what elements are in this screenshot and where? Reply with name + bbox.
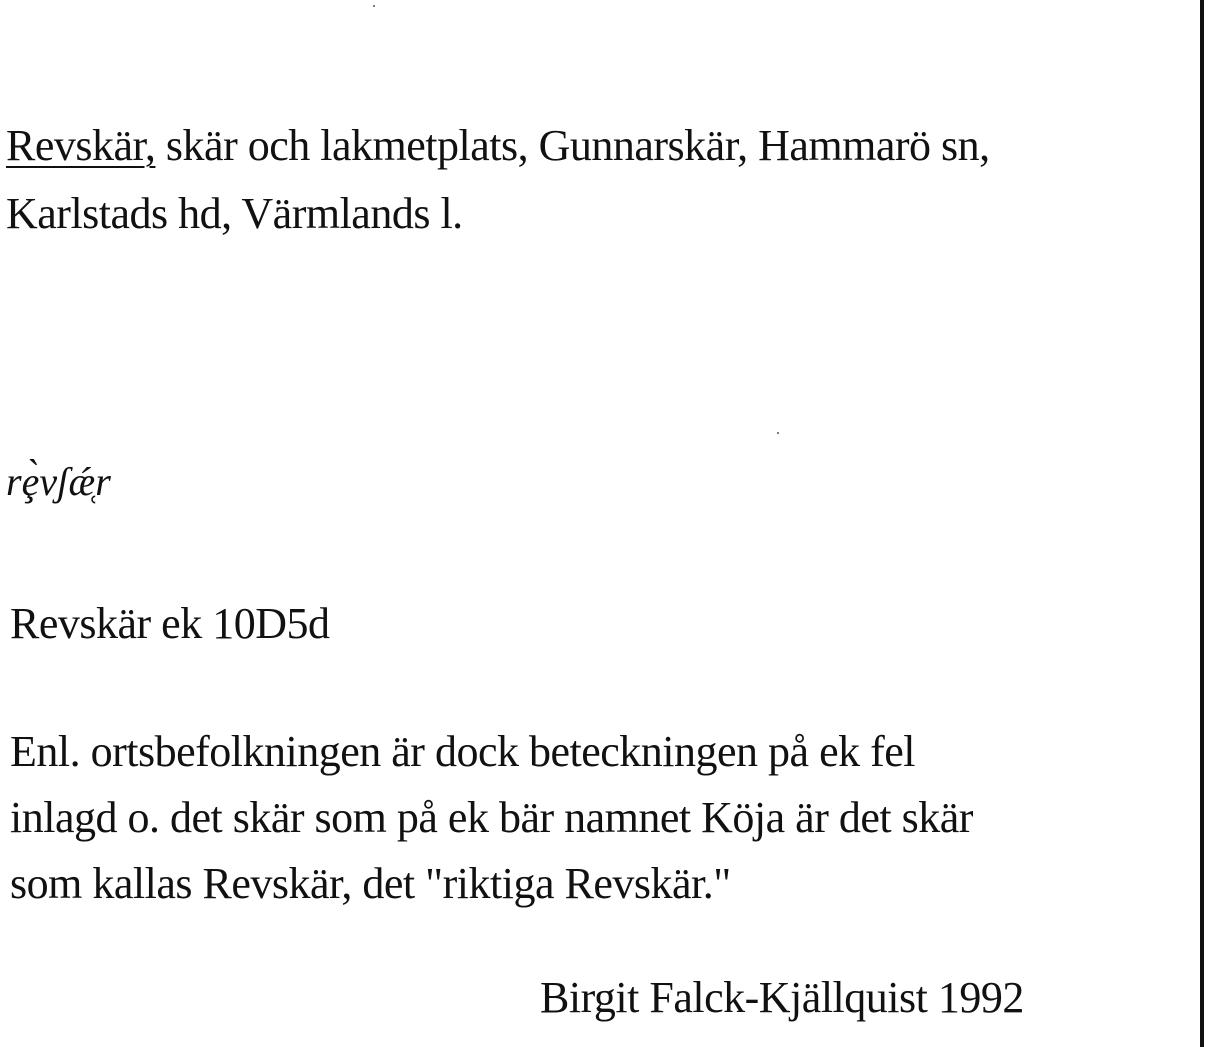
scan-speck	[373, 5, 375, 7]
note-line-3: som kallas Revskär, det "riktiga Revskär."	[10, 859, 731, 908]
map-reference: Revskär ek 10D5d	[10, 599, 330, 648]
scan-speck	[777, 432, 779, 434]
entry-description: skär och lakmetplats, Gunnarskär, Hammarö sn,	[155, 121, 990, 170]
headword: Revskär,	[6, 121, 156, 170]
signature: Birgit Falck-Kjällquist 1992	[540, 973, 1024, 1022]
page-edge-border	[1200, 0, 1204, 1047]
entry-line-1	[6, 114, 990, 178]
note-line-2: inlagd o. det skär som på ek bär namnet Köja är det skär	[10, 793, 973, 842]
phonetic-transcription: rȩ̀vʃǽ̜r	[6, 459, 111, 504]
entry-line-2: Karlstads hd, Värmlands l.	[6, 189, 463, 238]
note-line-1: Enl. ortsbefolkningen är dock beteckningen på ek fel	[10, 727, 916, 776]
